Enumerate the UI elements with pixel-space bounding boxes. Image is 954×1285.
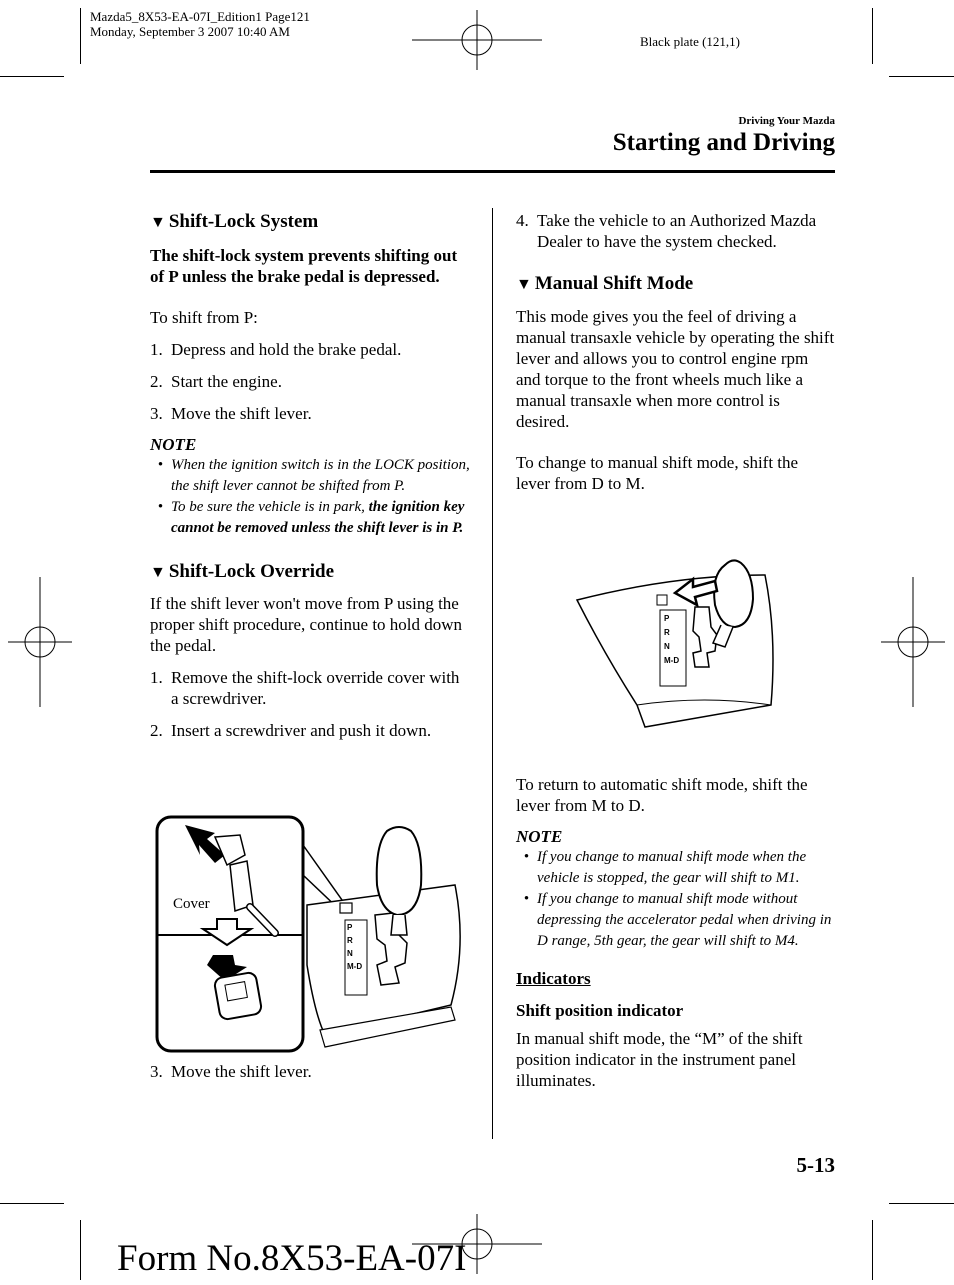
list-item (150, 339, 470, 360)
gate-label-md: M-D (664, 656, 680, 665)
note-heading: NOTE (516, 827, 563, 846)
header-rule (150, 170, 835, 173)
list-item (150, 371, 470, 392)
heading-shift-lock-override (150, 561, 470, 584)
item-number: 2. (150, 721, 163, 740)
item-number: 1. (150, 668, 163, 687)
triangle-icon: ▼ (150, 564, 166, 581)
item-number: 3. (150, 1062, 163, 1081)
indicators-heading: Indicators (516, 969, 591, 988)
right-column-top (516, 210, 836, 494)
crop-mark (0, 1203, 64, 1204)
note-text (171, 497, 470, 539)
item-text: Move the shift lever. (171, 404, 312, 423)
gate-label: R (347, 936, 353, 945)
list-item (516, 210, 836, 252)
triangle-icon: ▼ (516, 276, 532, 293)
manual-mode-text: This mode gives you the feel of driving a manual transaxle vehicle by operating the shift lever and allows you to control engine rpm and torque to the front wheels much like a manual transaxle when more control is desired. (516, 307, 835, 431)
note-heading: NOTE (150, 435, 197, 454)
gate-label: D (356, 962, 363, 971)
change-mode-text: To change to manual shift mode, shift the lever from D to M. (516, 453, 799, 493)
gate-labels-right (664, 612, 679, 668)
note-item (150, 497, 470, 539)
gate-label: D (673, 656, 680, 665)
print-job-info (90, 9, 310, 39)
registration-mark-left (8, 577, 72, 707)
page-number: 5-13 (796, 1153, 835, 1177)
gate-label: M (664, 656, 671, 665)
note-text-bold: the ignition key cannot be removed unless the shift lever is in P. (171, 499, 465, 536)
gate-label-md: M-D (347, 962, 363, 971)
gate-label: P (347, 923, 353, 932)
chapter-title: Starting and Driving (612, 129, 835, 156)
item-number: 3. (150, 404, 163, 423)
list-item (150, 720, 470, 741)
crop-mark (80, 8, 81, 64)
override-text: If the shift lever won't move from P using the proper shift procedure, continue to hold down the pedal. (150, 594, 463, 655)
heading-shift-lock-system (150, 211, 470, 234)
note-item (516, 847, 836, 889)
registration-mark-right (881, 577, 945, 707)
bullet-icon: • (157, 457, 164, 473)
item-number: 1. (150, 340, 163, 359)
return-mode-text: To return to automatic shift mode, shift the lever from M to D. (516, 775, 808, 815)
left-step3 (150, 1061, 470, 1082)
item-text: Insert a screwdriver and push it down. (171, 721, 432, 740)
note-item (150, 455, 470, 497)
shift-position-indicator-heading: Shift position indicator (516, 1001, 684, 1020)
to-shift-text: To shift from P: (150, 308, 258, 327)
gate-label: R (664, 628, 670, 637)
bullet-icon: • (157, 499, 164, 515)
heading-text: Manual Shift Mode (534, 273, 694, 294)
item-text: Start the engine. (171, 372, 282, 391)
right-column-bottom (516, 774, 836, 1091)
triangle-icon: ▼ (150, 214, 166, 231)
note-item (516, 889, 836, 952)
note-text: If you change to manual shift mode when the vehicle is stopped, the gear will shift to M1. (537, 849, 807, 886)
item-text: Remove the shift-lock override cover with a screwdriver. (171, 668, 460, 708)
gate-label: P (664, 614, 670, 623)
heading-text: Shift-Lock Override (168, 561, 335, 582)
crop-mark (0, 76, 64, 77)
crop-mark (889, 76, 954, 77)
bullet-icon: • (523, 849, 530, 865)
heading-text: Shift-Lock System (168, 211, 319, 232)
item-text: Take the vehicle to an Authorized Mazda Dealer to have the system checked. (537, 211, 817, 251)
cover-label: Cover (173, 896, 210, 912)
gate-labels-left (347, 921, 362, 973)
gate-label: N (347, 949, 353, 958)
bullet-icon: • (523, 891, 530, 907)
item-number: 2. (150, 372, 163, 391)
plate-label: Black plate (121,1) (640, 34, 740, 49)
note-text-plain: To be sure the vehicle is in park, (171, 499, 369, 515)
item-text: Move the shift lever. (171, 1062, 312, 1081)
crop-mark (889, 1203, 954, 1204)
gate-label: M (347, 962, 354, 971)
left-column (150, 211, 470, 741)
crop-mark (80, 1220, 81, 1280)
note-text: When the ignition switch is in the LOCK position, the shift lever cannot be shifted from P. (171, 457, 470, 494)
crop-mark (872, 8, 873, 64)
section-name: Driving Your Mazda (738, 115, 835, 127)
list-item (150, 1061, 470, 1082)
form-number: Form No.8X53-EA-07I (117, 1238, 467, 1279)
column-divider (492, 208, 493, 1139)
print-job-line: Mazda5_8X53-EA-07I_Edition1 Page121 (90, 9, 310, 24)
override-illustration (155, 815, 465, 1055)
item-number: 4. (516, 211, 529, 230)
print-date-line: Monday, September 3 2007 10:40 AM (90, 24, 290, 39)
heading-manual-shift-mode (516, 273, 836, 296)
list-item (150, 403, 470, 424)
gate-label: N (664, 642, 670, 651)
list-item (150, 667, 470, 709)
item-text: Depress and hold the brake pedal. (171, 340, 402, 359)
indicator-text: In manual shift mode, the “M” of the shift position indicator in the instrument panel illuminates. (516, 1029, 803, 1090)
registration-mark-top (412, 10, 542, 70)
crop-mark (872, 1220, 873, 1280)
note-text: If you change to manual shift mode without depressing the accelerator pedal when driving in D range, 5th gear, the gear will shift to M4. (537, 891, 832, 949)
intro-text: The shift-lock system prevents shifting out of P unless the brake pedal is depressed. (150, 246, 458, 286)
